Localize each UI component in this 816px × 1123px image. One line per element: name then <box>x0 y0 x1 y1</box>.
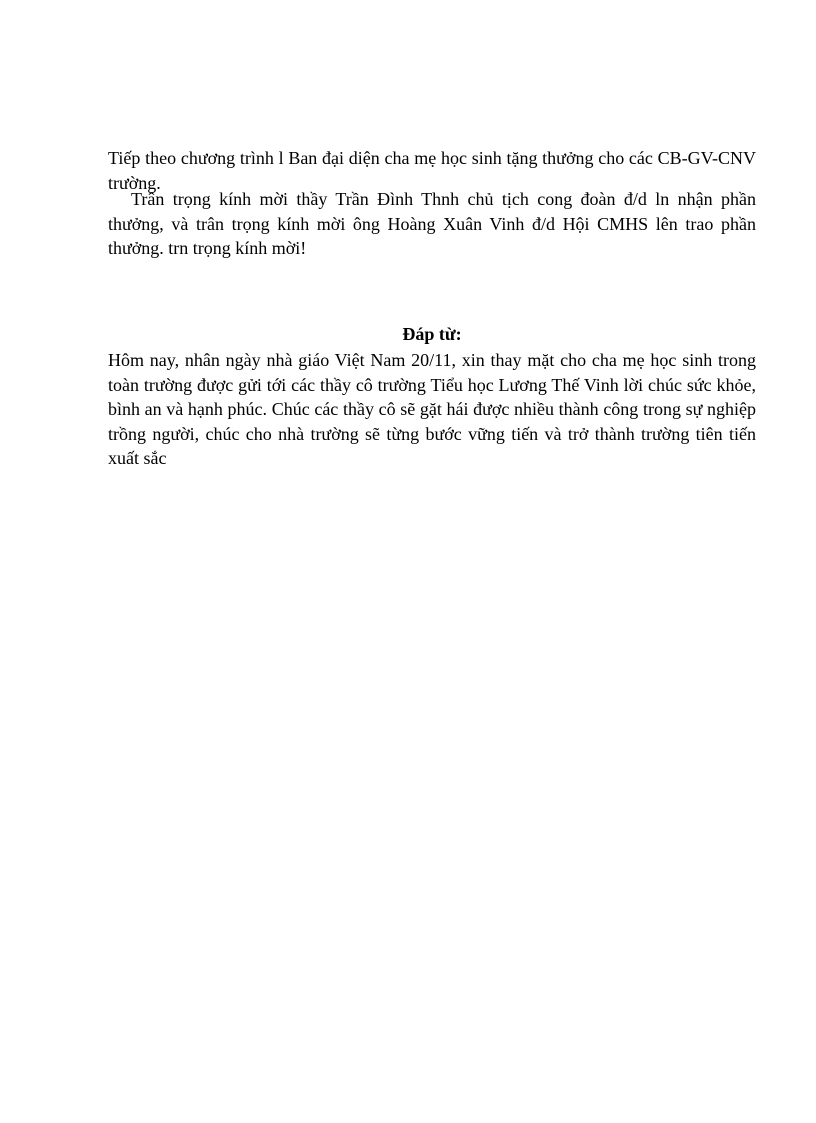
reply-heading: Đáp từ: <box>402 324 462 344</box>
invitation-paragraph: Trân trọng kính mời thầy Trần Đình Thnh chủ tịch cong đoàn đ/d ln nhận phần thưởng, và trân trọng kính mời ông Hoàng Xuân Vinh đ/d Hội CMHS lên trao phần thưởng. trn trọng kính mời! <box>108 189 756 258</box>
intro-paragraph: Tiếp theo chương trình l Ban đại diện cha mẹ học sinh tặng thưởng cho các CB-GV-CNV trường. <box>108 148 756 193</box>
reply-paragraph: Hôm nay, nhân ngày nhà giáo Việt Nam 20/11, xin thay mặt cho cha mẹ học sinh trong toàn trường được gửi tới các thầy cô trường Tiểu học Lương Thế Vinh lời chúc sức khỏe, bình an và hạnh phúc. Chúc các thầy cô sẽ gặt hái được nhiều thành công trong sự nghiệp trồng người, chúc cho nhà trường sẽ từng bước vững tiến và trở thành trường tiên tiến xuất sắc <box>108 350 756 468</box>
